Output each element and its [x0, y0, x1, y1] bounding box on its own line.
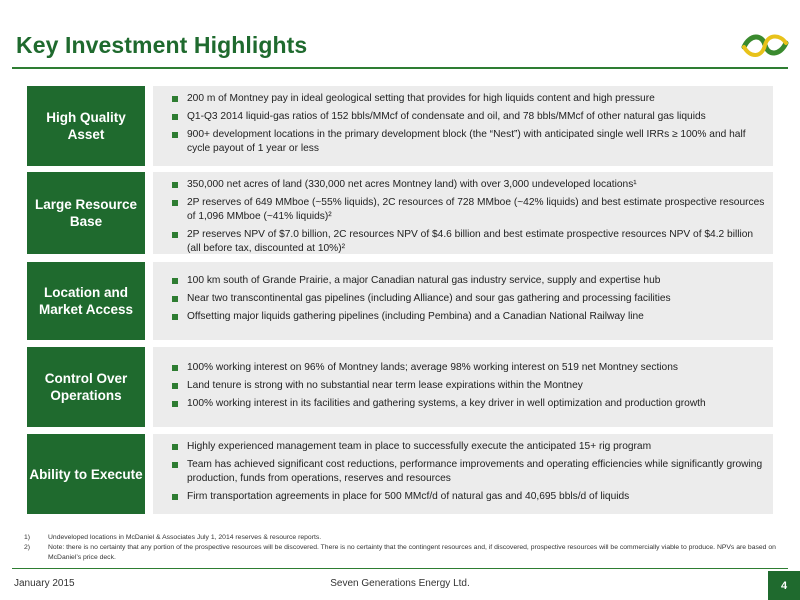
footnote: [24, 543, 784, 563]
footer-date: January 2015: [14, 578, 75, 589]
section-content: [153, 86, 773, 166]
footer-divider: [12, 568, 788, 569]
footnotes: [24, 533, 784, 563]
bullet-item: 200 m of Montney pay in ideal geological setting that provides for high liquids content and high pressure: [171, 92, 767, 106]
section-row: [27, 434, 773, 514]
bullet-item: 900+ development locations in the primary development block (the “Nest”) with anticipated single well IRRs ≥ 100% and half cycle payout of 1 year or less: [171, 128, 767, 156]
section-label: Location and Market Access: [27, 262, 145, 340]
page-title: Key Investment Highlights: [16, 32, 308, 58]
section-content: [153, 262, 773, 340]
section-content: [153, 434, 773, 514]
bullet-item: Near two transcontinental gas pipelines (including Alliance) and sour gas gathering and processing facilities: [171, 292, 767, 306]
section-content: [153, 347, 773, 427]
seven-generations-logo-icon: [740, 28, 790, 62]
section-row: [27, 172, 773, 254]
bullet-item: Q1-Q3 2014 liquid-gas ratios of 152 bbls/MMcf of condensate and oil, and 78 bbls/MMcf of other natural gas liquids: [171, 110, 767, 124]
footnote-number: 2): [24, 544, 31, 551]
footnote-text: Note: there is no certainty that any portion of the prospective resources will be discovered. There is no certainty that the contingent resources and, if discovered, prospective resources will be commercially viable to produce. NPVs are based on McDaniel’s price deck.: [48, 544, 776, 561]
bullet-list: [171, 361, 767, 411]
footnote-number: 1): [24, 534, 31, 541]
section-label: High Quality Asset: [27, 86, 145, 166]
bullet-item: 100 km south of Grande Prairie, a major Canadian natural gas industry service, supply and expertise hub: [171, 274, 767, 288]
bullet-item: Offsetting major liquids gathering pipelines (including Pembina) and a Canadian National Railway line: [171, 310, 767, 324]
footnote-text: Undeveloped locations in McDaniel & Associates July 1, 2014 reserves & resource reports.: [48, 534, 322, 541]
section-row: [27, 86, 773, 166]
footnote: [24, 533, 784, 543]
bullet-item: 350,000 net acres of land (330,000 net acres Montney land) with over 3,000 undeveloped locations¹: [171, 178, 767, 192]
section-label: Large Resource Base: [27, 172, 145, 254]
section-label: Ability to Execute: [27, 434, 145, 514]
bullet-item: Team has achieved significant cost reductions, performance improvements and operating efficiencies while significantly growing production, funds from operations, reserves and resources: [171, 458, 767, 486]
bullet-item: Highly experienced management team in place to successfully execute the anticipated 15+ rig program: [171, 440, 767, 454]
bullet-item: 2P reserves NPV of $7.0 billion, 2C resources NPV of $4.6 billion and best estimate prospective resources NPV of $4.2 billion (all before tax, discounted at 10%)²: [171, 228, 767, 256]
bullet-list: [171, 92, 767, 156]
bullet-list: [171, 440, 767, 504]
footer-company: Seven Generations Energy Ltd.: [330, 578, 470, 589]
page-number: 4: [768, 571, 800, 600]
bullet-list: [171, 274, 767, 324]
bullet-item: Firm transportation agreements in place for 500 MMcf/d of natural gas and 40,695 bbls/d of liquids: [171, 490, 767, 504]
section-content: [153, 172, 773, 254]
title-divider: [12, 67, 788, 69]
section-row: [27, 347, 773, 427]
bullet-item: 100% working interest on 96% of Montney lands; average 98% working interest on 519 net Montney sections: [171, 361, 767, 375]
bullet-item: 100% working interest in its facilities and gathering systems, a key driver in well optimization and production growth: [171, 397, 767, 411]
section-row: [27, 262, 773, 340]
section-label: Control Over Operations: [27, 347, 145, 427]
bullet-item: 2P reserves of 649 MMboe (~55% liquids), 2C resources of 728 MMboe (~42% liquids) and best estimate prospective resources of 1,096 MMboe (~41% liquids)²: [171, 196, 767, 224]
bullet-item: Land tenure is strong with no substantial near term lease expirations within the Montney: [171, 379, 767, 393]
bullet-list: [171, 178, 767, 256]
